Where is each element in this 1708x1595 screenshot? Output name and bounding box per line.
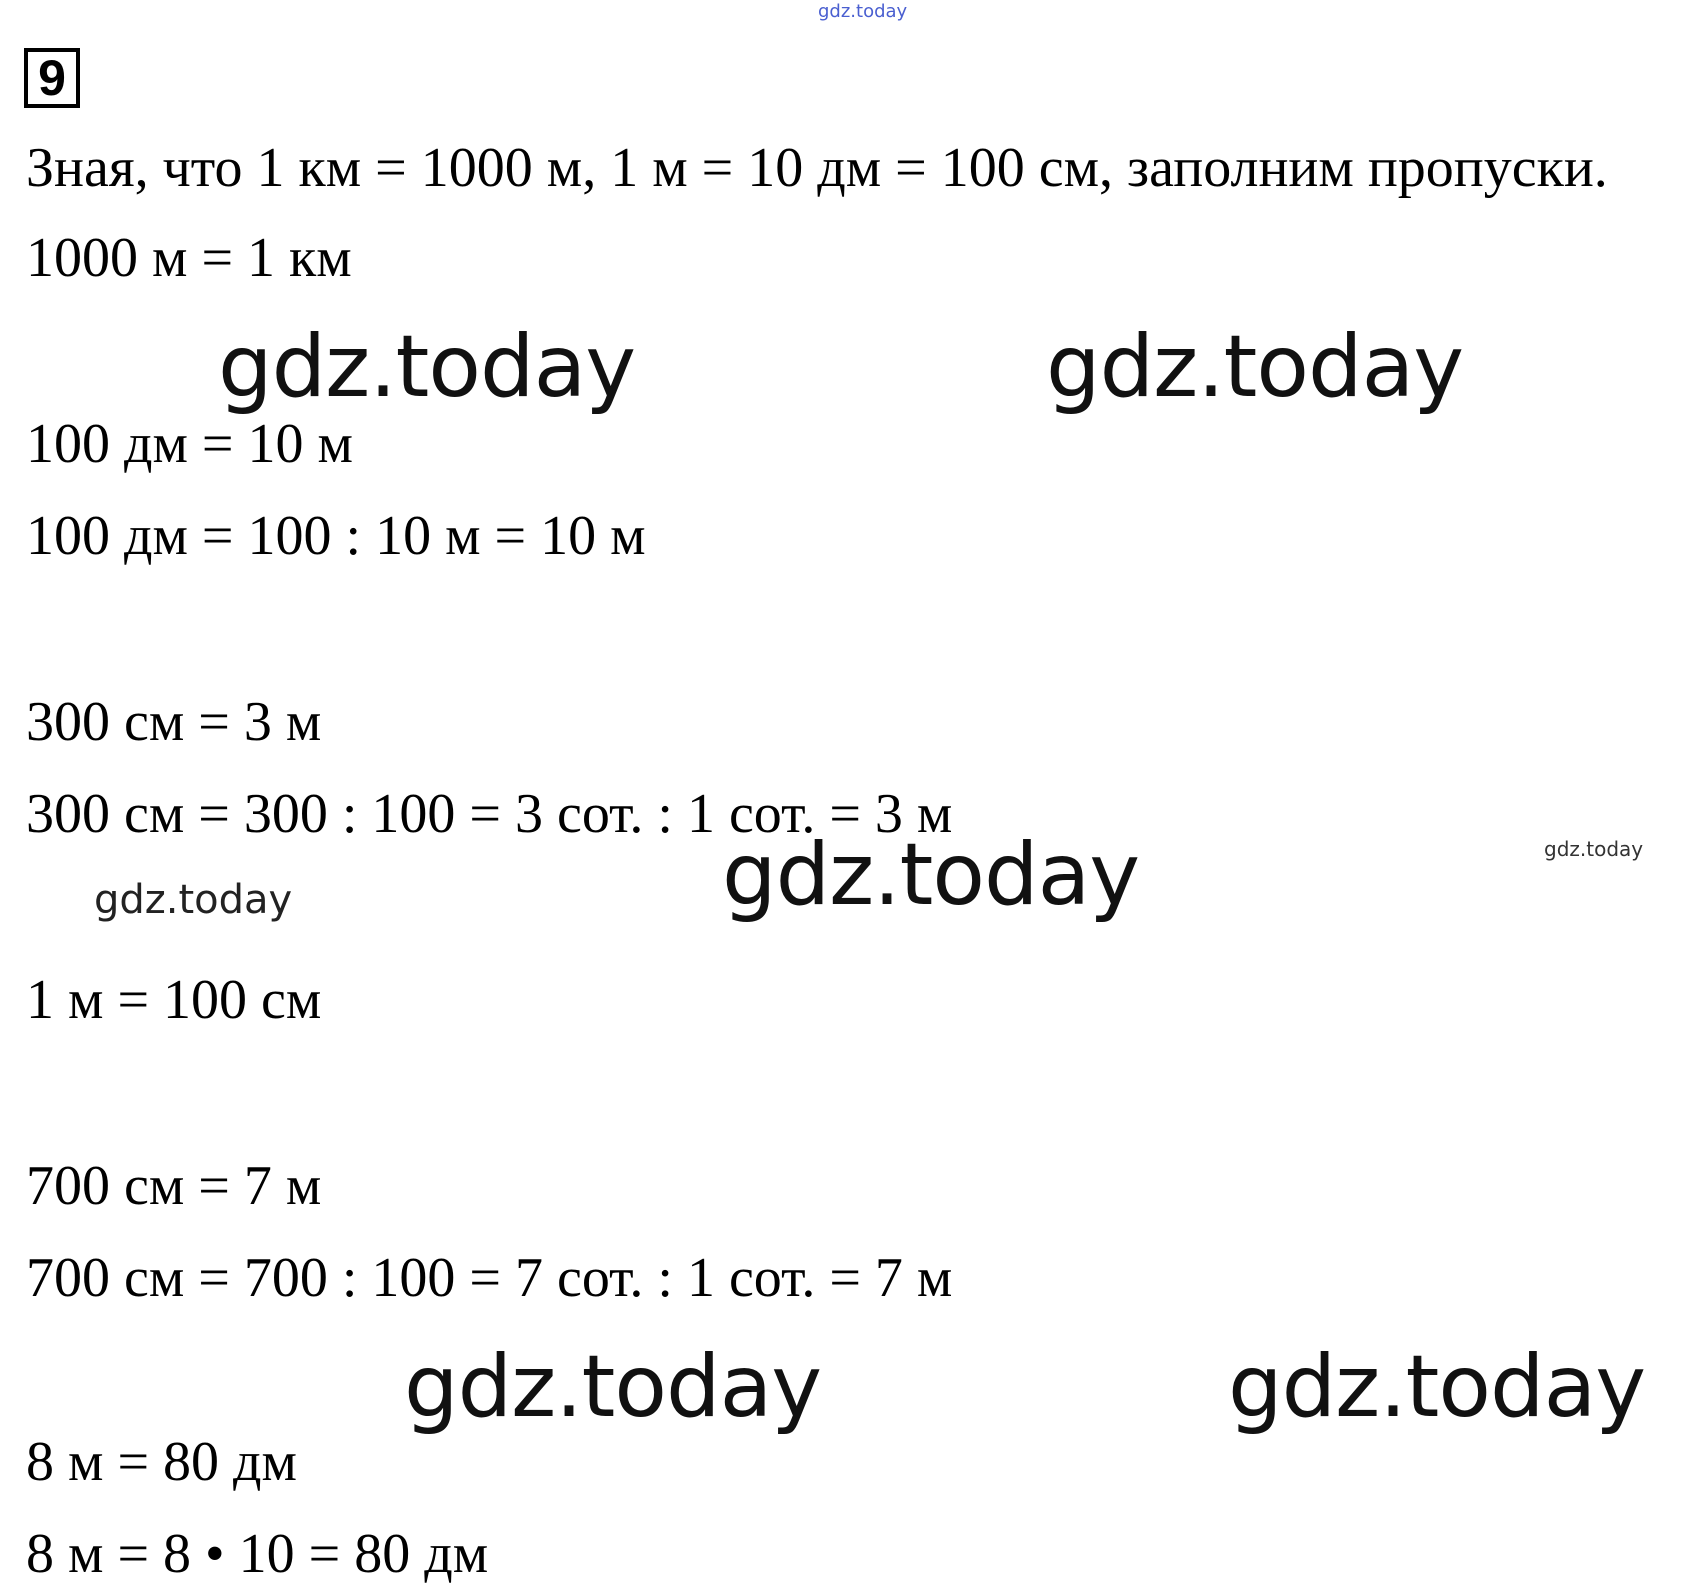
equation-line: 300 см = 300 : 100 = 3 сот. : 1 сот. = 3 м [26,783,953,845]
equation-line: 100 дм = 100 : 10 м = 10 м [26,505,646,567]
watermark: gdz.today [1046,317,1464,417]
watermark: gdz.today [1544,837,1644,861]
intro-text: Зная, что 1 км = 1000 м, 1 м = 10 дм = 100 см, заполним пропуски. [26,137,1608,199]
equation-line: 8 м = 8 • 10 = 80 дм [26,1523,489,1585]
equation-line: 8 м = 80 дм [26,1431,297,1493]
watermark-top: gdz.today [818,1,908,22]
watermark: gdz.today [404,1337,822,1437]
watermark: gdz.today [94,877,293,923]
equation-line: 700 см = 700 : 100 = 7 сот. : 1 сот. = 7 м [26,1247,953,1309]
task-number-box: 9 [24,48,80,108]
watermark: gdz.today [722,825,1140,925]
equation-line: 1000 м = 1 км [26,227,352,289]
watermark: gdz.today [1228,1337,1646,1437]
watermark: gdz.today [218,317,636,417]
equation-line: 700 см = 7 м [26,1155,322,1217]
equation-line: 300 см = 3 м [26,691,322,753]
equation-line: 1 м = 100 см [26,969,322,1031]
equation-line: 100 дм = 10 м [26,413,353,475]
